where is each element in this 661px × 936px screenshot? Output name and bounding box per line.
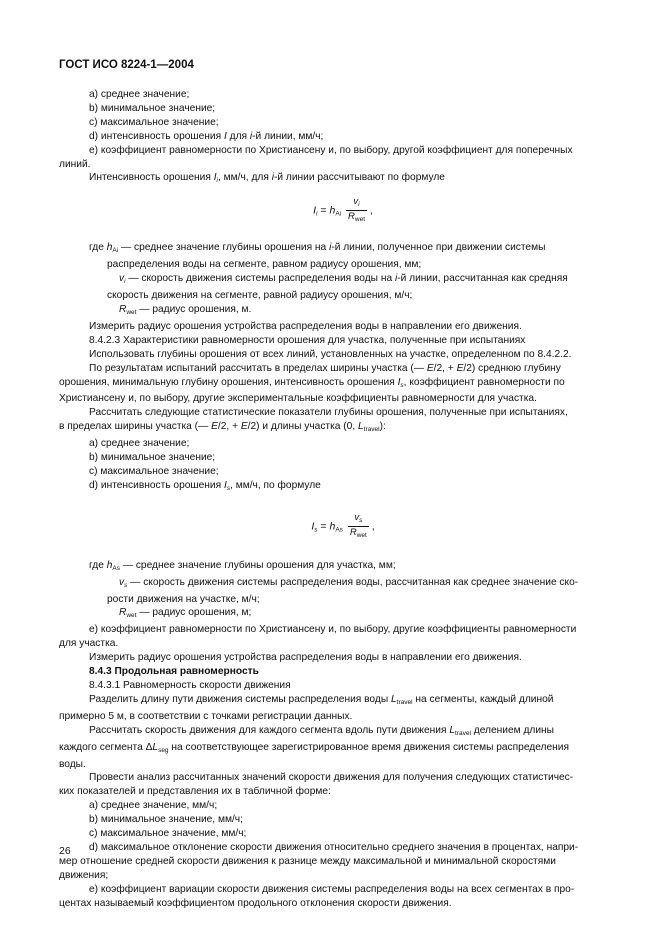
list-item: c) максимальное значение; (89, 465, 219, 477)
paragraph: Интенсивность орошения $I_i$, мм/ч, для i-й линии рассчитывают по формуле (89, 172, 445, 185)
paragraph: Провести анализ рассчитанных значений скорости движения для получения следующих статистичес- (89, 772, 574, 784)
paragraph: Измерить радиус орошения устройства распределения воды в направлении его движения. (89, 320, 522, 332)
paragraph: Измерить радиус орошения устройства распределения воды в направлении его движения. (89, 652, 522, 664)
subsection-title: 8.4.3.1 Равномерность скорости движения (89, 680, 291, 691)
formula-1: $I_i = h_{Ai}$ $\frac{v_i}{R_{wet}}$ , (313, 196, 373, 224)
list-item: a) среднее значение; (89, 438, 190, 450)
list-item: c) максимальное значение, мм/ч; (89, 828, 247, 840)
page-number: 26 (59, 845, 71, 857)
paragraph: Рассчитать скорость движения для каждого сегмента вдоль пути движения $L_{travel}$ делением длины (89, 724, 554, 737)
list-item: d) интенсивность орошения I для i-й линии, мм/ч; (89, 130, 324, 142)
formula-2: $I_s = h_{As}$ $\frac{v_s}{R_{wet}}$ , (311, 511, 375, 539)
list-item: a) среднее значение, мм/ч; (89, 800, 218, 812)
list-item: d) максимальное отклонение скорости движения относительно среднего значения в процентах, напри- (89, 841, 579, 853)
paragraph: Использовать глубины орошения от всех линий, установленных на участке, определенном по 8.4.2.2. (89, 348, 572, 360)
list-item: b) минимальное значение; (89, 452, 216, 464)
document-body: a) среднее значение; b) минимальное значение; c) максимальное значение; d) интенсивность орошения I для i-й линии, мм/ч; e) коэффициент равномерности по Христиансену и, по выбору, другой коэффициент для поперечных линий. Интенсивность орошения $I_i$, мм/ч, для i-й линии рассчитывают по формуле $I_i = h_{Ai}$ $\frac{v_i}{R_{wet}}$ , где $h_{Ai}$ — среднее значение глубины орошения на i-й линии, полученное при движении системы распределения воды на сегменте, равном радиусу орошения, мм; $v_i$ — скорость движения системы распределения воды на i-й линии, рассчитанная как средняя скорость движения на сегменте, равной радиусу орошения, м/ч; $R_{wet}$ — радиус орошения, м. Измерить радиус орошения устройства распределения воды в направлении его движения. 8.4.2.3 Характеристики равномерности орошения для участка, полученные при испытаниях Использовать глубины орошения от всех линий, установленных на участке, определенном по 8.4.2.2. По результатам испытаний рассчитать в пределах ширины участка (— E/2, + E/2) среднюю глубину орошения, минимальную глубину орошения, интенсивность орошения $I_s$, коэффициент равномерности по Христиансену и, по выбору, другие экспериментальные коэффициенты равномерности для участка. Рассчитать следующие статистические показатели глубины орошения, полученные при испытаниях, в пределах ширины участка (— E/2, + E/2) и длины участка (0, $L_{travel}$): a) среднее значение; b) минимальное значение; c) максимальное значение; d) интенсивность орошения $I_s$, мм/ч, по формуле $I_s = h_{As}$ $\frac{v_s}{R_{wet}}$ , где $h_{As}$ — среднее значение глубины орошения для участка, мм; $v_s$ — скорость движения системы распределения воды, рассчитанная как среднее значение ско- рости движения на участке, м/ч; $R_{wet}$ — радиус орошения, м; e) коэффициент равномерности по Христиансену и, по выбору, другие коэффициенты равномерности для участка. Измерить радиус орошения устройства распределения воды в направлении его движения. 8.4.3 Продольная равномерность 8.4.3.1 Равномерность скорости движения Разделить длину пути движения системы распределения воды $L_{travel}$ на сегменты, каждый длиной примерно 5 м, в соответствии с точками регистрации данных. Рассчитать скорость движения для каждого сегмента вдоль пути движения $L_{travel}$ делением длины каждого сегмента $\Delta L_{seg}$ на соответствующее зарегистрированное время движения системы распределения воды. Провести анализ рассчитанных значений скорости движения для получения следующих статистичес- ких показателей и представления их в табличной форме: a) среднее значение, мм/ч; b) минимальное значение, мм/ч; c) максимальное значение, мм/ч; d) максимальное отклонение скорости движения относительно среднего значения в процентах, напри- мер отношение средней скорости движения к разнице между максимальной и минимальной скоростями движения; e) коэффициент вариации скорости движения системы распределения воды на всех сегментах в про- центах называемый коэффициентом продольного отклонения скорости движения. (89, 88, 597, 911)
list-item: e) коэффициент вариации скорости движения системы распределения воды на всех сегментах в про- (89, 883, 575, 895)
paragraph: По результатам испытаний рассчитать в пределах ширины участка (— E/2, + E/2) среднюю глубину (89, 362, 561, 374)
definitions-2: где $h_{As}$ — среднее значение глубины орошения для участка, мм; $v_s$ — скорость движения системы распределения воды, рассчитанная как среднее значение ско- рости движения на участке, м/ч; $R_{wet}$ — радиус орошения, м; (89, 559, 579, 620)
list-item: c) максимальное значение; (89, 116, 219, 128)
list-item: d) интенсивность орошения $I_s$, мм/ч, по формуле (89, 479, 321, 492)
list-item: b) минимальное значение, мм/ч; (89, 814, 243, 826)
list-item: b) минимальное значение; (89, 102, 216, 114)
document-header: ГОСТ ИСО 8224-1—2004 (59, 59, 194, 71)
subsection-title: 8.4.2.3 Характеристики равномерности орошения для участка, полученные при испытаниях (89, 334, 526, 346)
list-item: a) среднее значение; (89, 89, 190, 100)
list-item: e) коэффициент равномерности по Христиансену и, по выбору, другой коэффициент для поперечных (89, 144, 573, 156)
paragraph: Разделить длину пути движения системы распределения воды $L_{travel}$ на сегменты, каждый длиной (89, 693, 554, 706)
paragraph: линий. (59, 158, 91, 170)
paragraph: Рассчитать следующие статистические показатели глубины орошения, полученные при испытаниях, (89, 407, 568, 419)
definitions-1: где $h_{Ai}$ — среднее значение глубины орошения на i-й линии, полученное при движении системы распределения воды на сегменте, равном радиусу орошения, мм; $v_i$ — скорость движения системы распределения воды на i-й линии, рассчитанная как средняя скорость движения на сегменте, равной радиусу орошения, м/ч; $R_{wet}$ — радиус орошения, м. (89, 242, 568, 316)
list-item: e) коэффициент равномерности по Христиансену и, по выбору, другие коэффициенты равномерности (89, 624, 577, 636)
section-title: 8.4.3 Продольная равномерность (89, 666, 259, 678)
